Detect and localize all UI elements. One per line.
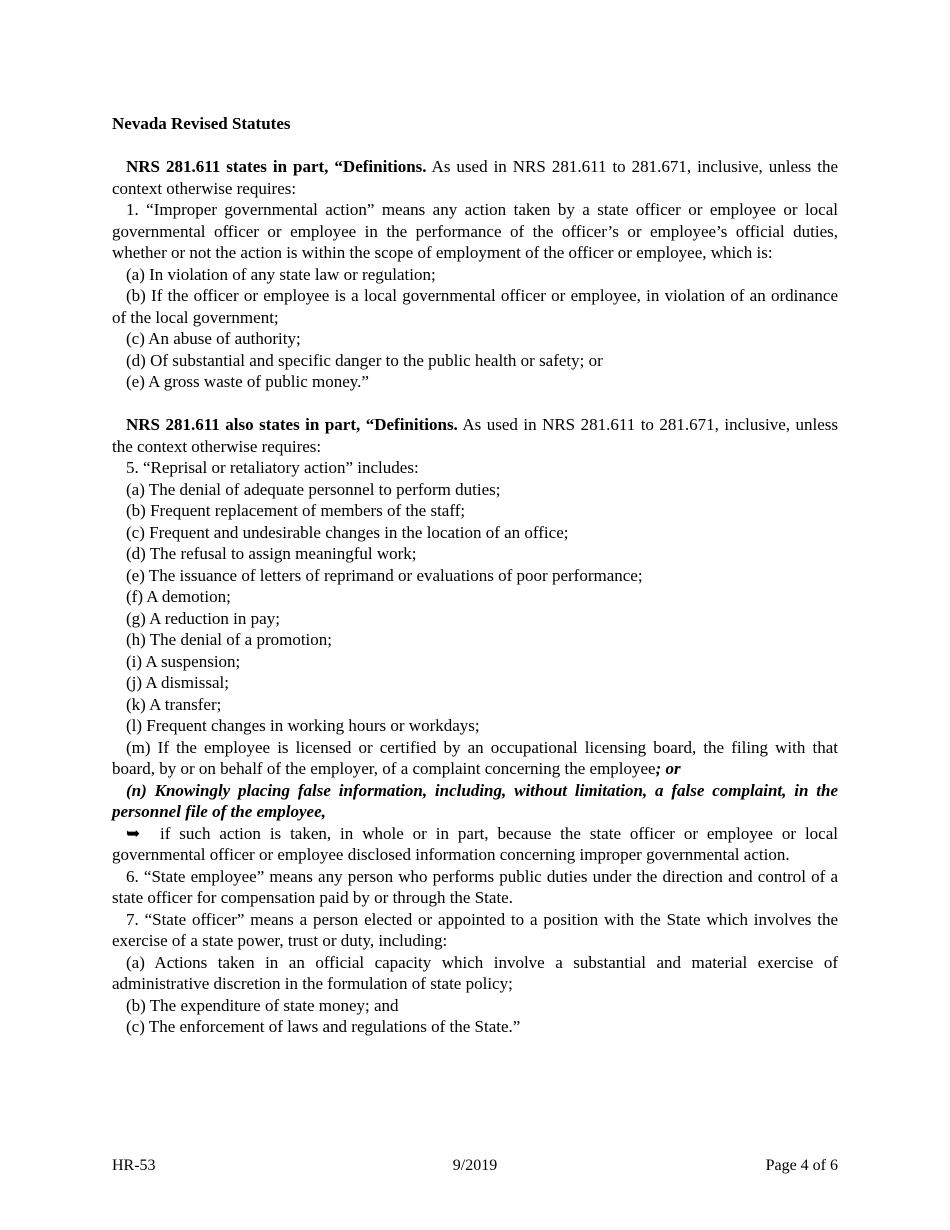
definition-item-5j: (j) A dismissal; — [126, 673, 229, 692]
definition-item-5c: (c) Frequent and undesirable changes in the location of an office; — [126, 522, 569, 542]
definition-item-6: 6. “State employee” means any person who performs public duties under the direction and control of a state officer for compensation paid by or through the State. — [112, 866, 838, 907]
item-5m-text: (m) If the employee is licensed or certified by an occupational licensing board, the filing with that board, by or on behalf of the employer, of a complaint concerning the employee — [112, 737, 838, 778]
definition-item-5f: (f) A demotion; — [126, 587, 231, 606]
definition-item-1b: (b) If the officer or employee is a local governmental officer or employee, in violation of an ordinance of the local government; — [112, 286, 838, 327]
definition-item-7c: (c) The enforcement of laws and regulations of the State.” — [126, 1017, 521, 1036]
definition-arrow-clause — [112, 823, 838, 866]
definition-item-1e: (e) A gross waste of public money.” — [126, 372, 369, 391]
page-footer — [112, 1155, 838, 1177]
definition-item-1: 1. “Improper governmental action” means any action taken by a state officer or employee or local governmental officer or employee in the performance of the officer’s or employee’s official duties, whether or not the action is within the scope of employment of the officer or employee, which is: — [112, 200, 838, 262]
definition-item-5h: (h) The denial of a promotion; — [126, 630, 332, 649]
definition-item-5g: (g) A reduction in pay; — [126, 608, 280, 628]
definition-item-5n: (n) Knowingly placing false information, including, without limitation, a false complaint, in the personnel file of the employee, — [112, 780, 838, 821]
definition-item-7: 7. “State officer” means a person elected or appointed to a position with the State which involves the exercise of a state power, trust or duty, including: — [112, 909, 838, 950]
definition-item-1d: (d) Of substantial and specific danger to the public health or safety; or — [126, 350, 603, 370]
definition-item-5l: (l) Frequent changes in working hours or workdays; — [126, 716, 480, 735]
footer-date: 9/2019 — [452, 1157, 498, 1174]
arrow-clause-text: if such action is taken, in whole or in part, because the state officer or employee or local governmental officer or employee disclosed information concerning improper governmental action. — [112, 823, 838, 864]
section-2-lead-bold: NRS 281.611 also states in part, “Definitions. — [126, 415, 458, 434]
item-5m-suffix: ; or — [655, 759, 681, 778]
definition-item-7a: (a) Actions taken in an official capacity which involve a substantial and material exercise of administrative discretion in the formulation of state policy; — [112, 952, 838, 993]
page-heading: Nevada Revised Statutes — [112, 114, 291, 133]
definition-item-5e: (e) The issuance of letters of reprimand or evaluations of poor performance; — [126, 565, 643, 585]
definition-item-5: 5. “Reprisal or retaliatory action” includes: — [126, 458, 419, 477]
definition-item-5m — [112, 737, 838, 780]
section-1-lead — [112, 156, 838, 199]
section-1-lead-rest: As used in NRS 281.611 to 281.671, inclusive, unless the context otherwise requires: — [112, 157, 838, 198]
page-content — [112, 113, 838, 1038]
section-2-lead — [112, 414, 838, 457]
definition-item-1c: (c) An abuse of authority; — [126, 329, 301, 348]
section-2-lead-rest: As used in NRS 281.611 to 281.671, inclusive, unless the context otherwise requires: — [112, 415, 838, 456]
definition-item-1a: (a) In violation of any state law or regulation; — [126, 264, 436, 284]
arrow-icon: ➥ — [126, 823, 141, 843]
footer-page-number: Page 4 of 6 — [765, 1157, 838, 1174]
definition-item-5a: (a) The denial of adequate personnel to perform duties; — [126, 479, 501, 499]
definition-item-5b: (b) Frequent replacement of members of the staff; — [126, 501, 466, 520]
section-1-lead-bold: NRS 281.611 states in part, “Definitions. — [126, 157, 427, 176]
definitions-section-2 — [112, 414, 838, 1038]
definition-item-7b: (b) The expenditure of state money; and — [126, 995, 399, 1015]
definition-item-5k: (k) A transfer; — [126, 694, 222, 714]
footer-form-id: HR-53 — [112, 1157, 156, 1174]
definition-item-5i: (i) A suspension; — [126, 651, 241, 671]
definitions-section-1 — [112, 156, 838, 393]
definition-item-5d: (d) The refusal to assign meaningful work; — [126, 544, 417, 563]
